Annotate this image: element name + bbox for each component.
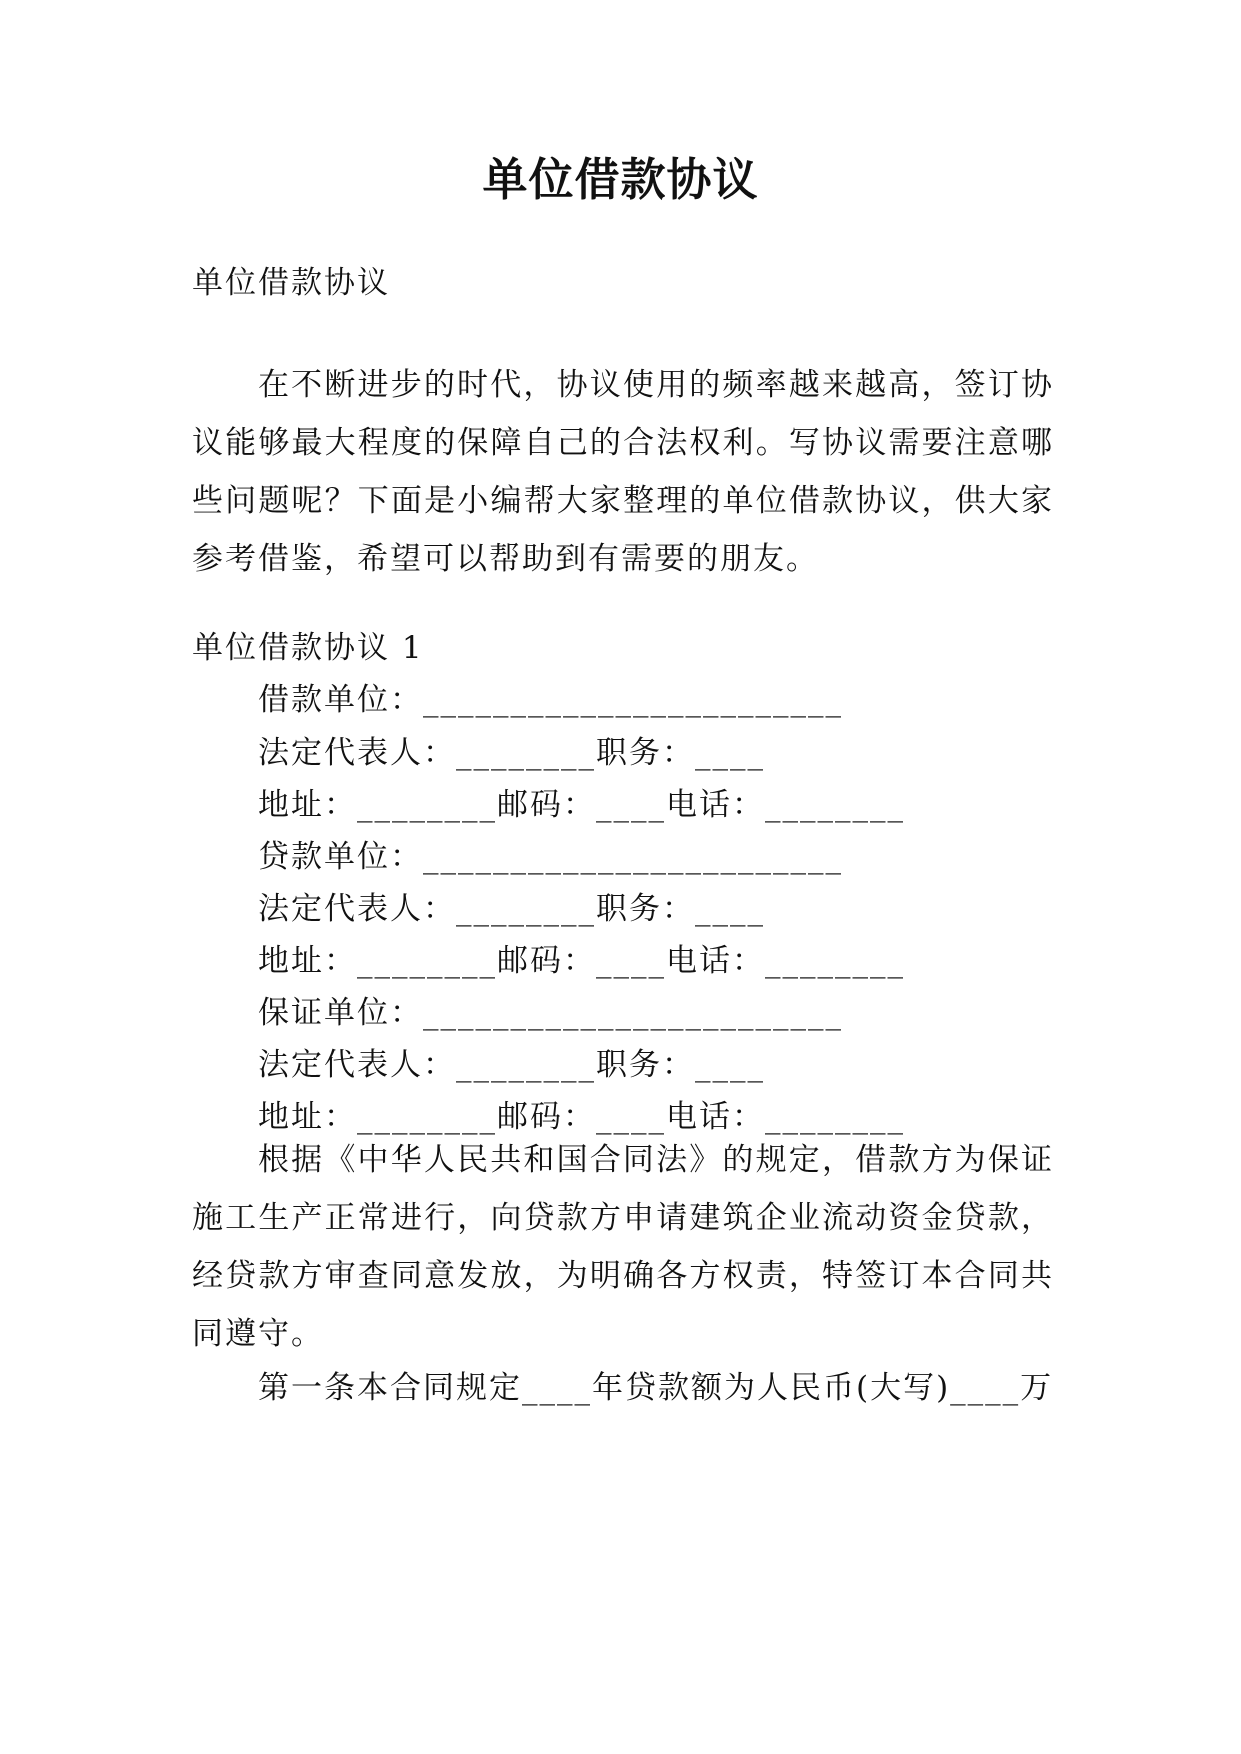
subtitle: 单位借款协议 [192,265,390,301]
intro-paragraph: 在不断进步的时代，协议使用的频率越来越高，签订协议能够最大程度的保障自己的合法权利。写协议需要注意哪些问题呢？下面是小编帮大家整理的单位借款协议，供大家参考借鉴，希望可以帮助到有需要的朋友。 [192,367,1054,577]
field-guarantor-representative: 法定代表人：________职务：____ [258,1047,765,1083]
field-borrower-unit: 借款单位：________________________ [258,682,843,718]
article-one: 第一条本合同规定____年贷款额为人民币(大写)____万 [258,1370,1054,1406]
field-borrower-address: 地址：________邮码：____电话：________ [258,787,905,823]
field-borrower-representative: 法定代表人：________职务：____ [258,735,765,771]
field-lender-address: 地址：________邮码：____电话：________ [258,943,905,979]
field-guarantor-unit: 保证单位：________________________ [258,995,843,1031]
basis-paragraph: 根据《中华人民共和国合同法》的规定，借款方为保证施工生产正常进行，向贷款方申请建筑企业流动资金贷款，经贷款方审查同意发放，为明确各方权责，特签订本合同共同遵守。 [192,1142,1054,1352]
field-lender-unit: 贷款单位：________________________ [258,839,843,875]
field-lender-representative: 法定代表人：________职务：____ [258,891,765,927]
section-heading: 单位借款协议 1 [192,630,424,666]
document-title: 单位借款协议 [482,153,759,206]
field-guarantor-address: 地址：________邮码：____电话：________ [258,1099,905,1135]
